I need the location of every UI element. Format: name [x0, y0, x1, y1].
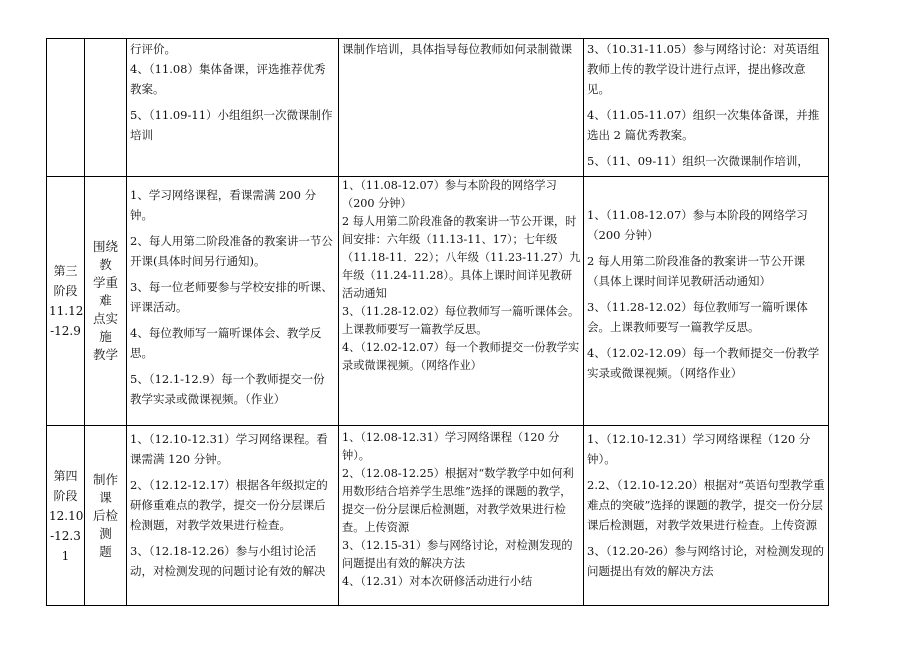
- plan-item: 1、（11.08-12.07）参与本阶段的网络学习（200 分钟）: [342, 179, 557, 210]
- plan-item: 1、（12.10-12.31）学习网络课程。看课需满 120 分钟。: [130, 432, 328, 466]
- plan-item: 4、（11.05-11.07）组织一次集体备课，并推选出 2 篇优秀教案。: [587, 108, 820, 142]
- plan-item: 1、学习网络课程，看课需满 200 分钟。: [130, 188, 317, 222]
- english-plan-cell: [584, 426, 829, 606]
- theme-cell: [85, 426, 127, 606]
- plan-item: 4、（12.02-12.09）每一个教师提交一份教学实录或微课视频。（网络作业）: [587, 346, 820, 380]
- math-plan-cell: [339, 426, 584, 606]
- plan-item: 3、（12.15-31）参与网络讨论，对检测发现的问题提出有效的解决方法: [342, 539, 573, 570]
- plan-item: 课制作培训，具体指导每位教师如何录制微课: [342, 42, 572, 56]
- plan-item: 行评价。 4、（11.08）集体备课，评选推荐优秀教案。: [130, 42, 326, 96]
- group-plan-cell: [127, 177, 339, 426]
- theme-label: 围绕教 学重难 点实施 教学: [92, 239, 118, 362]
- plan-item: 2 每人用第二阶段准备的教案讲一节公开课，时间安排：六年级（11.13-11、17）；七年级（11.18-11．22）；八年级（11.23-11.27）九年级（11.24-11.28）。具体上课时间详见教研活动通知: [342, 215, 581, 300]
- english-plan-cell: [584, 39, 829, 177]
- plan-item: 3、（11.28-12.02）每位教师写一篇听课体会。上课教师要写一篇教学反思。: [342, 305, 580, 336]
- theme-label: 制作课 后检测 题: [92, 471, 118, 559]
- english-plan-cell: [584, 177, 829, 426]
- math-plan-cell: [339, 177, 584, 426]
- plan-item: 3、（10.31-11.05）参与网络讨论：对英语组教师上传的教学设计进行点评，提出修改意见。: [587, 42, 820, 96]
- plan-item: 2、每人用第二阶段准备的教案讲一节公开课(具体时间另行通知)。: [130, 234, 333, 268]
- plan-item: 4、（12.02-12.07）每一个教师提交一份教学实录或微课视频。（网络作业）: [342, 341, 580, 372]
- table-row: [47, 39, 829, 177]
- stage-label: 第三 阶段 11.12 -12.9: [49, 264, 84, 338]
- training-schedule-table: [46, 38, 829, 606]
- math-plan-cell: [339, 39, 584, 177]
- group-plan-cell: [127, 426, 339, 606]
- plan-item: 2 每人用第二阶段准备的教案讲一节公开课（具体上课时间详见教研活动通知）: [587, 254, 805, 288]
- group-plan-cell: [127, 39, 339, 177]
- plan-item: 3、（12.20-26）参与网络讨论，对检测发现的问题提出有效的解决方法: [587, 544, 825, 578]
- table-row: [47, 177, 829, 426]
- plan-item: 5、（12.1-12.9）每一个教师提交一份教学实录或微课视频。（作业）: [130, 372, 325, 406]
- plan-item: 1、（11.08-12.07）参与本阶段的网络学习（200 分钟）: [587, 208, 808, 242]
- plan-item: 2.2、（12.10-12.20）根据对“英语句型教学重难点的突破”选择的课题的教学，提交一份分层课后检测题，对教学效果进行检查。上传资源: [587, 478, 825, 532]
- plan-item: 2、（12.08-12.25）根据对“数学教学中如何利用数形结合培养学生思维”选择的课题的教学，提交一份分层课后检测题，对教学效果进行检查。上传资源: [342, 467, 574, 534]
- theme-cell: [85, 39, 127, 177]
- stage-label: 第四 阶段 12.10 -12.3 1: [49, 468, 84, 563]
- plan-item: 4、（12.31）对本次研修活动进行小结: [342, 575, 533, 588]
- plan-item: 5、（11.09-11）小组组织一次微课制作培训: [130, 108, 333, 142]
- stage-cell: [47, 426, 85, 606]
- table-row: [47, 426, 829, 606]
- plan-item: 2、（12.12-12.17）根据各年级拟定的研修重难点的教学，提交一份分层课后检测题，对教学效果进行检查。: [130, 478, 328, 532]
- plan-item: 3、每一位老师要参与学校安排的听课、评课活动。: [130, 280, 333, 314]
- plan-item: 3、（11.28-12.02）每位教师写一篇听课体会。上课教师要写一篇教学反思。: [587, 300, 808, 334]
- plan-item: 1、（12.08-12.31）学习网络课程（120 分钟）。: [342, 431, 560, 462]
- plan-item: 5、（11、09-11）组织一次微课制作培训，: [587, 154, 809, 168]
- plan-item: 1、（12.10-12.31）学习网络课程（120 分钟）。: [587, 432, 811, 466]
- plan-item: 3、（12.18-12.26）参与小组讨论活动，对检测发现的问题讨论有效的解决: [130, 544, 326, 578]
- stage-cell: [47, 39, 85, 177]
- stage-cell: [47, 177, 85, 426]
- theme-cell: [85, 177, 127, 426]
- plan-item: 4、每位教师写一篇听课体会、教学反思。: [130, 326, 322, 360]
